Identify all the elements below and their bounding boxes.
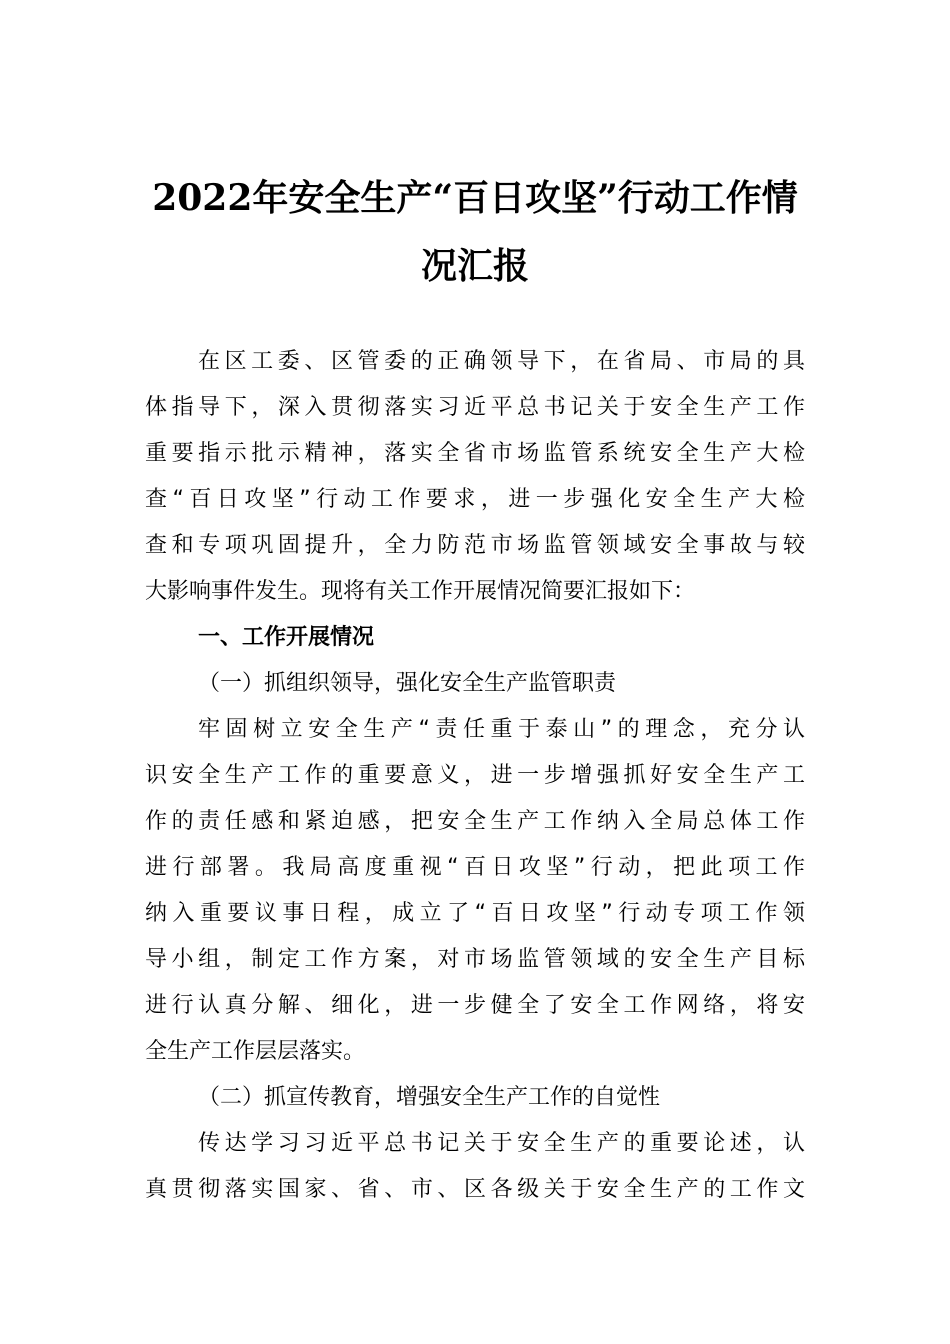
- subsection-1-line: 牢固树立安全生产“责任重于泰山”的理念，充分认: [198, 717, 805, 742]
- subsection-1-line: 全生产工作层层落实。: [145, 1039, 366, 1064]
- intro-paragraph-line: 大影响事件发生。现将有关工作开展情况简要汇报如下：: [145, 579, 696, 604]
- intro-paragraph-line: 查“百日攻坚”行动工作要求，进一步强化安全生产大检: [145, 487, 805, 512]
- subsection-1-line: 纳入重要议事日程，成立了“百日攻坚”行动专项工作领: [145, 901, 805, 926]
- intro-paragraph-line: 重要指示批示精神，落实全省市场监管系统安全生产大检: [145, 441, 805, 466]
- section-heading-1: 一、工作开展情况: [198, 625, 375, 650]
- subsection-2-line: 真贯彻落实国家、省、市、区各级关于安全生产的工作文: [145, 1177, 805, 1202]
- document-title-line-2: 况汇报: [420, 245, 529, 287]
- intro-paragraph-line: 查和专项巩固提升，全力防范市场监管领域安全事故与较: [145, 533, 805, 558]
- subsection-1-line: 作的责任感和紧迫感，把安全生产工作纳入全局总体工作: [145, 809, 805, 834]
- subsection-1-line: 进行部署。我局高度重视“百日攻坚”行动，把此项工作: [145, 855, 805, 880]
- subsection-1-line: 导小组，制定工作方案，对市场监管领域的安全生产目标: [145, 947, 805, 972]
- subsection-1-line: 识安全生产工作的重要意义，进一步增强抓好安全生产工: [145, 763, 805, 788]
- subsection-1-line: 进行认真分解、细化，进一步健全了安全工作网络，将安: [145, 993, 805, 1018]
- subsection-heading-1: （一）抓组织领导，强化安全生产监管职责: [198, 671, 617, 696]
- document-title-line-1: 2022年安全生产“百日攻坚”行动工作情: [152, 177, 798, 219]
- subsection-heading-2: （二）抓宣传教育，增强安全生产工作的自觉性: [198, 1085, 661, 1110]
- intro-paragraph-line: 体指导下，深入贯彻落实习近平总书记关于安全生产工作: [145, 395, 805, 420]
- subsection-2-line: 传达学习习近平总书记关于安全生产的重要论述，认: [198, 1131, 805, 1156]
- intro-paragraph-line: 在区工委、区管委的正确领导下，在省局、市局的具: [198, 349, 805, 374]
